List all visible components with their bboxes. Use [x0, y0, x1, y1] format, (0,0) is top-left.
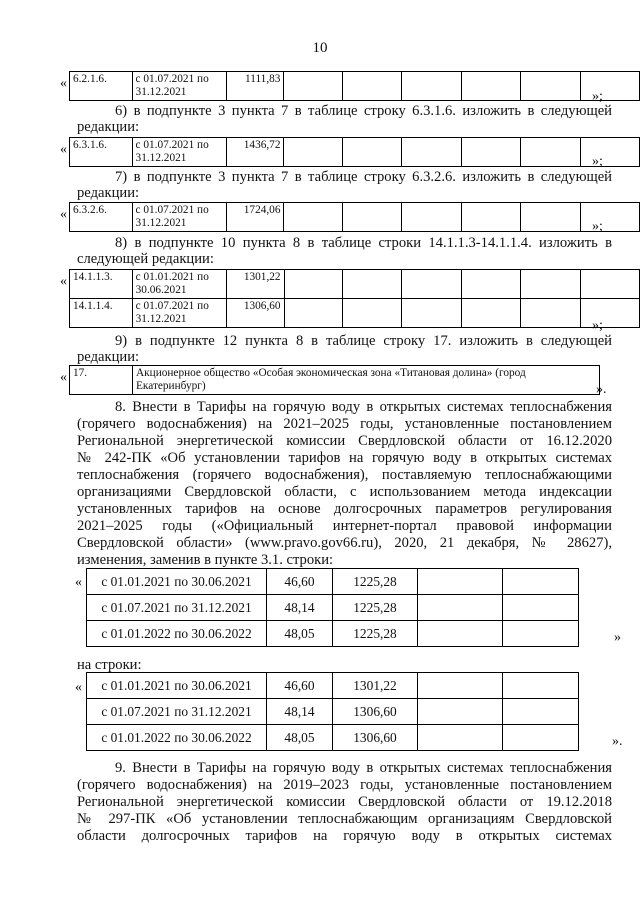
table-row [70, 203, 640, 232]
table-row [70, 270, 640, 299]
row-value-a: 48,14 [267, 699, 333, 725]
row-period: с 01.01.2021 по 30.06.2021 [132, 270, 226, 299]
row-value-a: 48,05 [267, 621, 333, 647]
table-row [87, 725, 579, 751]
na-stroki-label: на строки: [77, 657, 142, 673]
row-value: 1301,22 [226, 270, 284, 299]
table-row [70, 72, 640, 101]
row-value-b: 1306,60 [333, 725, 418, 751]
table-row [87, 595, 579, 621]
row-period: с 01.07.2021 по 31.12.2021 [132, 299, 226, 328]
new-tariff-rows-table [86, 672, 579, 751]
close-quote: ». [596, 382, 607, 397]
row-code: 6.3.1.6. [70, 138, 133, 167]
para8-line9: Свердловской области» (www.pravo.gov66.ru), 2020, 21 декабря, № 28627), [77, 535, 612, 551]
para8-line6: организациями Свердловской области, с использованием метода индексации [77, 484, 612, 500]
close-quote: »; [592, 89, 603, 104]
item9-line2: редакции: [77, 349, 140, 365]
para8-line10: изменения, заменив в пункте 3.1. строки: [77, 552, 334, 568]
table-row [70, 138, 640, 167]
open-quote: « [60, 142, 67, 157]
item6-line2: редакции: [77, 119, 140, 135]
close-quote: »; [592, 219, 603, 234]
table-row [70, 299, 640, 328]
item9-line1: 9) в подпункте 12 пункта 8 в таблице строку 17. изложить в следующей [115, 333, 612, 349]
item8-line2: следующей редакции: [77, 251, 214, 267]
close-quote: ». [612, 734, 623, 749]
old-tariff-rows-table [86, 568, 579, 647]
open-quote: « [60, 207, 67, 222]
row-period: с 01.07.2021 по 31.12.2021 [132, 72, 226, 101]
row-period: с 01.01.2022 по 30.06.2022 [87, 725, 267, 751]
para9-line1: 9. Внести в Тарифы на горячую воду в открытых системах теплоснабжения [115, 760, 612, 776]
row-value: 1306,60 [226, 299, 284, 328]
item7-line2: редакции: [77, 185, 140, 201]
item8-line1: 8) в подпункте 10 пункта 8 в таблице строки 14.1.1.3-14.1.1.4. изложить в [115, 235, 612, 251]
row-code: 14.1.1.4. [70, 299, 133, 328]
para8-line4: № 242-ПК «Об установлении тарифов на горячую воду в открытых системах [77, 450, 612, 466]
tariff-rows-table-14 [69, 269, 640, 328]
para8-line1: 8. Внести в Тарифы на горячую воду в открытых системах теплоснабжения [115, 399, 612, 415]
close-quote: » [614, 630, 621, 645]
table-row [87, 673, 579, 699]
item7-line1: 7) в подпункте 3 пункта 7 в таблице строку 6.3.2.6. изложить в следующей [115, 169, 612, 185]
row-period: с 01.01.2021 по 30.06.2021 [87, 673, 267, 699]
open-quote: « [60, 76, 67, 91]
para8-line5: теплоснабжения (горячего водоснабжения), поставляемую теплоснабжающими [77, 467, 612, 483]
para8-line2: (горячего водоснабжения) на 2021–2025 годы, установленные постановлением [77, 416, 612, 432]
row-period: с 01.07.2021 по 31.12.2021 [87, 699, 267, 725]
row-value-a: 48,14 [267, 595, 333, 621]
para9-line2: (горячего водоснабжения) на 2019–2023 годы, установленные постановлением [77, 777, 612, 793]
table-row [87, 699, 579, 725]
para8-line7: установленных тарифов на основе долгосрочных параметров регулирования [77, 501, 612, 517]
open-quote: « [75, 575, 82, 590]
row-value-b: 1301,22 [333, 673, 418, 699]
tariff-row-table-6-3-2-6 [69, 202, 640, 232]
para8-line3: Региональной энергетической комиссии Свердловской области от 16.12.2020 [77, 433, 612, 449]
row-value: 1724,06 [226, 203, 284, 232]
open-quote: « [60, 370, 67, 385]
open-quote: « [75, 680, 82, 695]
row-code: 17. [70, 366, 133, 395]
row-value-a: 46,60 [267, 569, 333, 595]
item6-line1: 6) в подпункте 3 пункта 7 в таблице строку 6.3.1.6. изложить в следующей [115, 103, 612, 119]
org-row-table-17 [69, 365, 600, 395]
row-period: с 01.01.2021 по 30.06.2021 [87, 569, 267, 595]
open-quote: « [60, 274, 67, 289]
row-value-b: 1225,28 [333, 621, 418, 647]
row-value-a: 46,60 [267, 673, 333, 699]
table-row [87, 569, 579, 595]
row-value-b: 1306,60 [333, 699, 418, 725]
tariff-row-table-6-2-1-6 [69, 71, 640, 101]
para9-line5: области долгосрочных тарифов на горячую воду в открытых системах [77, 828, 612, 844]
row-period: с 01.07.2021 по 31.12.2021 [87, 595, 267, 621]
row-code: 6.2.1.6. [70, 72, 133, 101]
table-row [87, 621, 579, 647]
para9-line3: Региональной энергетической комиссии Свердловской области от 19.12.2018 [77, 794, 612, 810]
row-code: 6.3.2.6. [70, 203, 133, 232]
close-quote: »; [592, 154, 603, 169]
page-number: 10 [312, 40, 328, 56]
para9-line4: № 297-ПК «Об установлении теплоснабжающим организациям Свердловской [77, 811, 612, 827]
row-value-b: 1225,28 [333, 595, 418, 621]
row-org-name: Акционерное общество «Особая экономическая зона «Титановая долина» (город Екатеринбург) [133, 366, 600, 395]
close-quote: »; [592, 318, 603, 333]
row-value-a: 48,05 [267, 725, 333, 751]
para8-line8: 2021–2025 годы («Официальный интернет-портал правовой информации [77, 518, 612, 534]
row-value: 1436,72 [226, 138, 284, 167]
row-period: с 01.01.2022 по 30.06.2022 [87, 621, 267, 647]
row-period: с 01.07.2021 по 31.12.2021 [132, 138, 226, 167]
row-code: 14.1.1.3. [70, 270, 133, 299]
tariff-row-table-6-3-1-6 [69, 137, 640, 167]
row-value: 1111,83 [226, 72, 284, 101]
row-period: с 01.07.2021 по 31.12.2021 [132, 203, 226, 232]
table-row [70, 366, 600, 395]
row-value-b: 1225,28 [333, 569, 418, 595]
